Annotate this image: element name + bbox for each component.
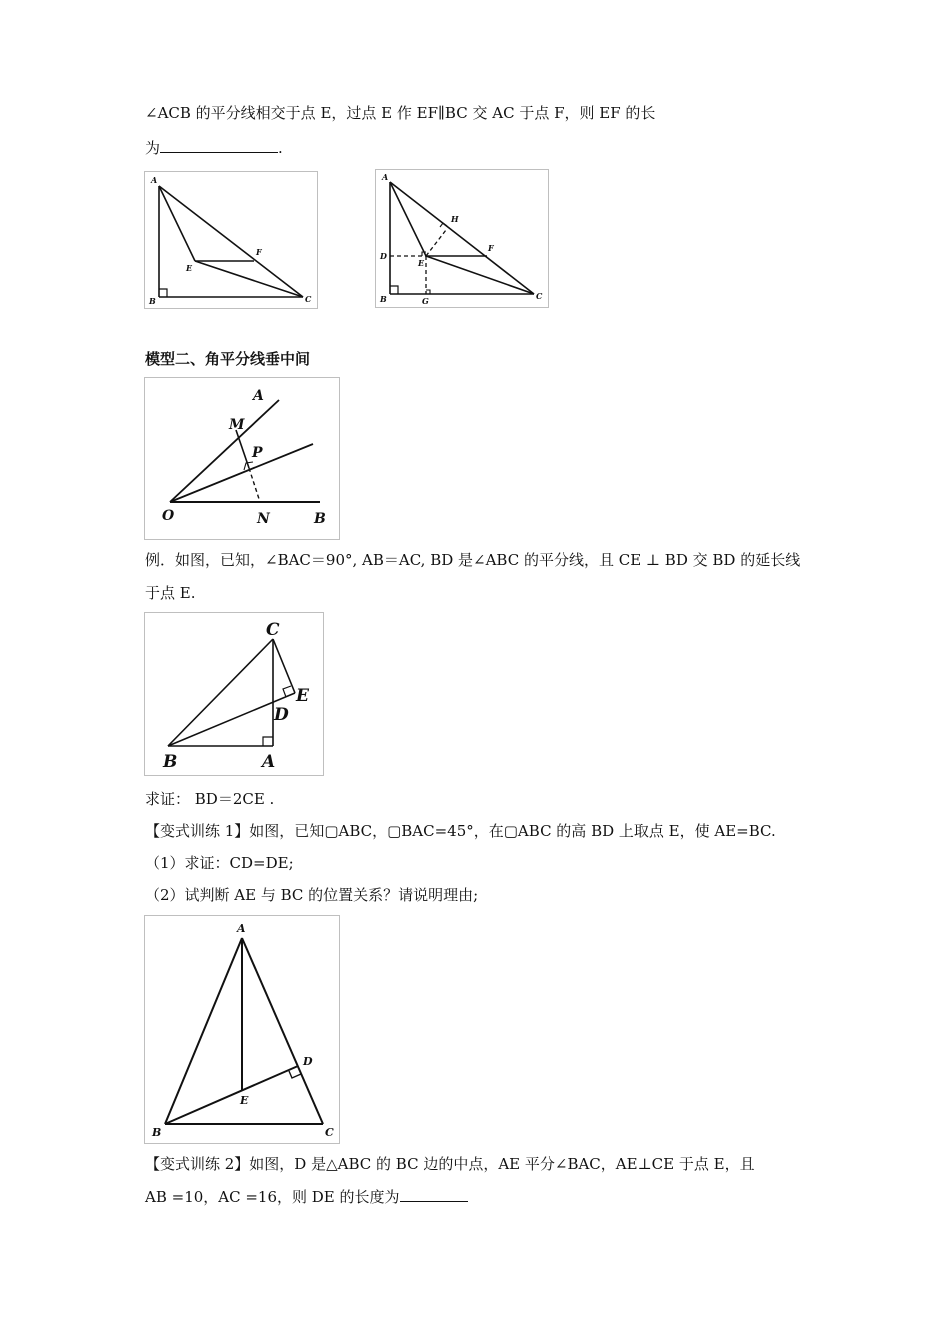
figure-acute-triangle-altitude <box>144 915 340 1144</box>
label-H: H <box>451 214 459 224</box>
figure-3-svg <box>145 378 339 539</box>
problem-text-line-1: ∠ACB 的平分线相交于点 E，过点 E 作 EF∥BC 交 AC 于点 F，则 EF 的长 <box>145 104 656 122</box>
figure-right-isosceles <box>144 612 324 776</box>
label-O: O <box>162 508 175 524</box>
label-E: E <box>296 686 309 706</box>
figure-triangle-efbc <box>144 171 318 309</box>
label-N: N <box>257 511 270 527</box>
label-C: C <box>305 294 312 304</box>
label-A: A <box>262 752 276 772</box>
section-heading-model-2: 模型二、角平分线垂中间 <box>145 350 311 368</box>
label-G: G <box>422 296 429 306</box>
label-C: C <box>536 291 543 301</box>
label-D: D <box>303 1055 313 1068</box>
variant2-text-line-2-content: AB =10，AC =16，则 DE 的长度为 <box>145 1188 400 1206</box>
problem-text-prefix: 为 <box>145 139 161 157</box>
label-C: C <box>266 620 280 640</box>
problem-text-suffix: . <box>278 139 283 157</box>
prove-statement: 求证： BD＝2CE . <box>145 790 275 808</box>
label-E: E <box>418 258 425 268</box>
variant1-question-2: （2）试判断 AE 与 BC 的位置关系？请说明理由; <box>145 886 479 904</box>
problem-text-line-2 <box>145 138 283 158</box>
variant2-text-line-1: 【变式训练 2】如图，D 是△ABC 的 BC 边的中点，AE 平分∠BAC，AE⊥CE 于点 E，且 <box>145 1155 755 1173</box>
answer-blank <box>160 138 278 153</box>
label-B: B <box>314 511 326 527</box>
figure-angle-bisector <box>144 377 340 540</box>
label-D: D <box>274 705 289 725</box>
label-F: F <box>488 243 494 253</box>
label-D: D <box>380 251 387 261</box>
answer-blank-2 <box>400 1187 468 1202</box>
label-P: P <box>252 445 263 461</box>
figure-4-svg <box>145 613 323 775</box>
label-E: E <box>240 1094 249 1107</box>
example-text-line-1: 例．如图，已知，∠BAC＝90°, AB＝AC, BD 是∠ABC 的平分线，且 CE ⊥ BD 交 BD 的延长线 <box>145 551 801 569</box>
label-E: E <box>186 263 193 273</box>
label-A: A <box>382 172 389 182</box>
label-F: F <box>256 247 262 257</box>
label-B: B <box>152 1126 162 1139</box>
figure-1-svg <box>145 172 317 308</box>
label-B: B <box>380 294 387 304</box>
label-A: A <box>151 175 158 185</box>
label-A: A <box>237 922 246 935</box>
example-text-line-2: 于点 E. <box>145 584 196 602</box>
figure-5-svg <box>145 916 339 1143</box>
label-B: B <box>149 296 156 306</box>
label-B: B <box>163 752 178 772</box>
label-M: M <box>229 417 245 433</box>
variant1-question-1: （1）求证：CD=DE; <box>145 854 294 872</box>
figure-triangle-with-perpendiculars <box>375 169 549 308</box>
figure-2-svg <box>376 170 548 307</box>
variant2-text-line-2 <box>145 1187 468 1207</box>
label-C: C <box>325 1126 334 1139</box>
variant1-text: 【变式训练 1】如图，已知▢ABC，▢BAC=45°，在▢ABC 的高 BD 上取点 E，使 AE=BC. <box>145 822 776 840</box>
label-A: A <box>253 388 264 404</box>
